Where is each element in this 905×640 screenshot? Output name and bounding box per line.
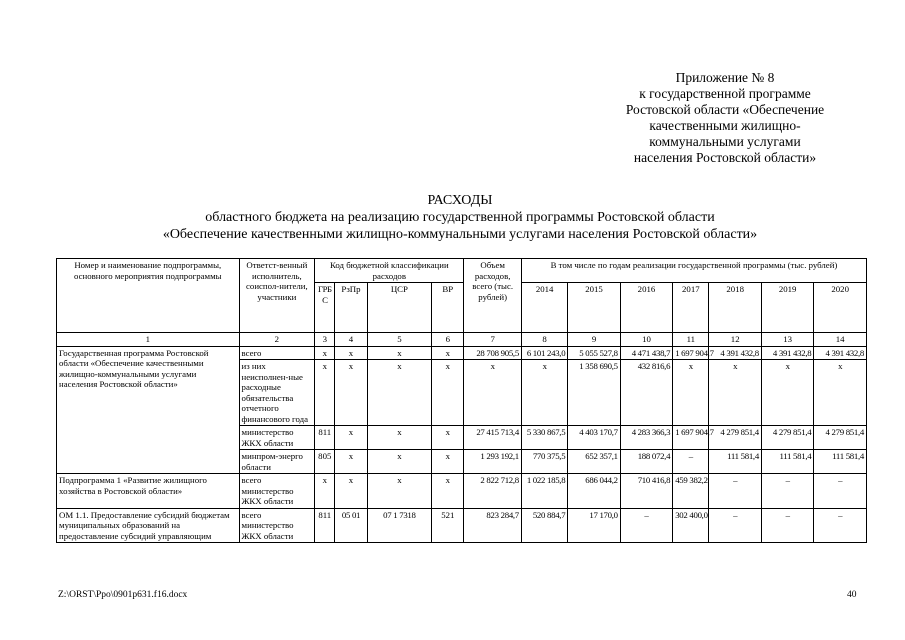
header-year: 2015	[568, 283, 620, 333]
table-row	[57, 346, 867, 360]
header-year: 2017	[673, 283, 709, 333]
year-cell: х	[709, 360, 761, 426]
executor-cell: минпром-энерго области	[239, 450, 315, 474]
rzpr-cell: х	[335, 360, 367, 426]
col-number: 9	[568, 333, 620, 347]
executor-cell: министерство ЖКХ области	[239, 426, 315, 450]
appendix-block	[590, 70, 860, 166]
header-grbs: ГРБС	[315, 283, 335, 333]
grbs-cell: 811	[315, 508, 335, 543]
col-number: 11	[673, 333, 709, 347]
year-cell: 4 279 851,4	[761, 426, 813, 450]
rzpr-cell: х	[335, 450, 367, 474]
grbs-cell: 805	[315, 450, 335, 474]
rzpr-cell: х	[335, 346, 367, 360]
year-cell: 5 055 527,8	[568, 346, 620, 360]
year-cell: 710 416,8	[620, 474, 672, 509]
header-year: 2019	[761, 283, 813, 333]
footer-file-path: Z:\ORST\Ppo\0901p631.f16.docx	[58, 590, 188, 600]
year-cell: х	[521, 360, 567, 426]
col-number: 8	[521, 333, 567, 347]
subprogram-name: Подпрограмма 1 «Развитие жилищного хозяйства в Ростовской области»	[57, 474, 240, 509]
year-cell: 5 330 867,5	[521, 426, 567, 450]
document-subtitle: областного бюджета на реализацию государственной программы Ростовской области	[205, 210, 715, 225]
year-cell: 770 375,5	[521, 450, 567, 474]
total-cell: 27 415 713,4	[464, 426, 521, 450]
vr-cell: х	[432, 474, 464, 509]
rzpr-cell: х	[335, 426, 367, 450]
year-cell: 1 697 904,7	[673, 426, 709, 450]
executor-cell: всего министерство ЖКХ области	[239, 508, 315, 543]
year-cell: 4 391 432,8	[814, 346, 867, 360]
csr-cell: 07 1 7318	[367, 508, 432, 543]
program-name: Государственная программа Ростовской области «Обеспечение качественными жилищно-коммунальными услугами населения Ростовской области»	[57, 346, 240, 474]
year-cell: 6 101 243,0	[521, 346, 567, 360]
csr-cell: х	[367, 360, 432, 426]
year-cell: 459 382,2	[673, 474, 709, 509]
appendix-line: Ростовской области «Обеспечение	[625, 102, 825, 117]
col-number: 12	[709, 333, 761, 347]
rzpr-cell: 05 01	[335, 508, 367, 543]
appendix-line: качественными жилищно-	[649, 118, 801, 133]
year-cell: 4 391 432,8	[709, 346, 761, 360]
vr-cell: х	[432, 346, 464, 360]
vr-cell: х	[432, 426, 464, 450]
executor-cell: всего министерство ЖКХ области	[239, 474, 315, 509]
year-cell: 1 358 690,5	[568, 360, 620, 426]
year-cell: 111 581,4	[709, 450, 761, 474]
budget-table	[56, 258, 867, 543]
appendix-line: населения Ростовской области»	[633, 150, 817, 165]
year-cell: 4 279 851,4	[709, 426, 761, 450]
total-cell: 2 822 712,8	[464, 474, 521, 509]
header-years-group: В том числе по годам реализации государственной программы (тыс. рублей)	[521, 259, 866, 283]
appendix-line: Приложение № 8	[675, 70, 775, 85]
total-cell: 823 284,7	[464, 508, 521, 543]
column-number-row	[57, 333, 867, 347]
col-number: 1	[57, 333, 240, 347]
year-cell: –	[761, 508, 813, 543]
executor-cell: из них неисполнен-ные расходные обязательства отчетного финансового года	[239, 360, 315, 426]
year-cell: 1 697 904,7	[673, 346, 709, 360]
vr-cell: 521	[432, 508, 464, 543]
col-number: 6	[432, 333, 464, 347]
measure-name: ОМ 1.1. Предоставление субсидий бюджетам муниципальных образований на предоставление субсидий управляющим	[57, 508, 240, 543]
col-number: 7	[464, 333, 521, 347]
year-cell: х	[761, 360, 813, 426]
col-number: 4	[335, 333, 367, 347]
rzpr-cell: х	[335, 474, 367, 509]
year-cell: 302 400,0	[673, 508, 709, 543]
year-cell: х	[814, 360, 867, 426]
year-cell: 111 581,4	[761, 450, 813, 474]
col-number: 2	[239, 333, 315, 347]
year-cell: 17 170,0	[568, 508, 620, 543]
year-cell: 520 884,7	[521, 508, 567, 543]
col-number: 13	[761, 333, 813, 347]
year-cell: 188 072,4	[620, 450, 672, 474]
vr-cell: х	[432, 450, 464, 474]
col-number: 3	[315, 333, 335, 347]
header-executor: Ответст-венный исполнитель, соиспол-нители, участники	[239, 259, 315, 333]
grbs-cell: х	[315, 474, 335, 509]
table-row	[57, 508, 867, 543]
year-cell: х	[673, 360, 709, 426]
page-number: 40	[847, 590, 857, 600]
total-cell: 1 293 192,1	[464, 450, 521, 474]
year-cell: –	[709, 508, 761, 543]
year-cell: –	[761, 474, 813, 509]
year-cell: –	[673, 450, 709, 474]
header-rzpr: РзПр	[335, 283, 367, 333]
total-cell: 28 708 905,5	[464, 346, 521, 360]
year-cell: 432 816,6	[620, 360, 672, 426]
year-cell: 4 279 851,4	[814, 426, 867, 450]
year-cell: –	[620, 508, 672, 543]
csr-cell: х	[367, 450, 432, 474]
year-cell: –	[814, 474, 867, 509]
header-name: Номер и наименование подпрограммы, основного мероприятия подпрограммы	[57, 259, 240, 333]
year-cell: 4 283 366,3	[620, 426, 672, 450]
header-year: 2014	[521, 283, 567, 333]
header-year: 2020	[814, 283, 867, 333]
csr-cell: х	[367, 346, 432, 360]
header-total: Объем расходов, всего (тыс. рублей)	[464, 259, 521, 333]
col-number: 10	[620, 333, 672, 347]
header-year: 2016	[620, 283, 672, 333]
col-number: 5	[367, 333, 432, 347]
total-cell: х	[464, 360, 521, 426]
executor-cell: всего	[239, 346, 315, 360]
year-cell: 652 357,1	[568, 450, 620, 474]
header-row	[57, 259, 867, 283]
csr-cell: х	[367, 474, 432, 509]
header-code-group: Код бюджетной классификации расходов	[315, 259, 464, 283]
table-row	[57, 474, 867, 509]
col-number: 14	[814, 333, 867, 347]
year-cell: 4 403 170,7	[568, 426, 620, 450]
header-year: 2018	[709, 283, 761, 333]
appendix-line: к государственной программе	[639, 86, 811, 101]
header-vr: ВР	[432, 283, 464, 333]
csr-cell: х	[367, 426, 432, 450]
year-cell: –	[814, 508, 867, 543]
year-cell: 111 581,4	[814, 450, 867, 474]
year-cell: 4 391 432,8	[761, 346, 813, 360]
year-cell: 1 022 185,8	[521, 474, 567, 509]
grbs-cell: 811	[315, 426, 335, 450]
year-cell: –	[709, 474, 761, 509]
year-cell: 4 471 438,7	[620, 346, 672, 360]
document-subtitle-program: «Обеспечение качественными жилищно-коммунальными услугами населения Ростовской области»	[162, 227, 758, 242]
grbs-cell: х	[315, 360, 335, 426]
appendix-line: коммунальными услугами	[649, 134, 801, 149]
header-csr: ЦСР	[367, 283, 432, 333]
document-heading: РАСХОДЫ	[427, 193, 493, 208]
vr-cell: х	[432, 360, 464, 426]
year-cell: 686 044,2	[568, 474, 620, 509]
grbs-cell: х	[315, 346, 335, 360]
